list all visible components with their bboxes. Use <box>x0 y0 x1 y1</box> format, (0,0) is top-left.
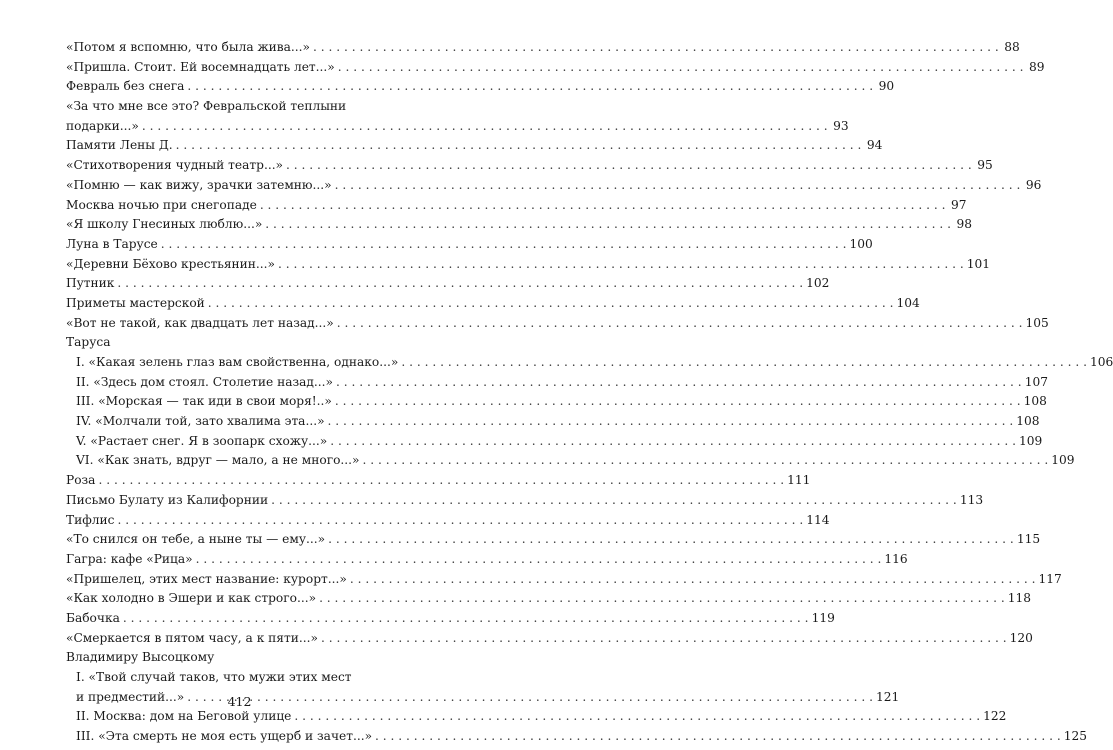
toc-entry <box>66 255 990 275</box>
toc-entry-title: III. «Морская — так иди в свои моря!..» <box>76 394 332 409</box>
dot-leader <box>208 294 894 314</box>
toc-entry-title: Роза <box>66 473 96 488</box>
toc-entry-page: 104 <box>896 295 920 310</box>
dot-leader <box>330 432 1016 452</box>
toc-entry-title: Луна в Тарусе <box>66 236 158 251</box>
toc-entry-title: VI. «Как знать, вдруг — мало, а не много...» <box>76 453 360 468</box>
toc-entry-page: 118 <box>1007 591 1032 606</box>
dot-leader <box>286 156 972 176</box>
toc-entry-page: 89 <box>1028 59 1045 74</box>
toc-entry <box>66 727 1088 747</box>
toc-entry <box>66 707 1007 727</box>
toc-entry-page: 98 <box>956 217 973 232</box>
toc-entry-title: «Потом я вспомню, что была жива...» <box>66 40 310 54</box>
toc-entry-title: Письмо Булату из Калифорнии <box>66 492 269 507</box>
toc-entry-page: 108 <box>1023 394 1047 409</box>
dot-leader <box>335 176 1021 196</box>
dot-leader <box>294 707 980 727</box>
toc-entry-page: 96 <box>1025 177 1042 192</box>
toc-entry-page: 102 <box>806 276 830 291</box>
dot-leader <box>350 570 1036 590</box>
toc-entry-page: 122 <box>983 709 1007 724</box>
toc-entry-page: 101 <box>966 256 990 271</box>
toc-entry-title: «Смеркается в пятом часу, а к пяти...» <box>66 630 318 645</box>
toc-entry-page: 109 <box>1051 453 1075 468</box>
dot-leader <box>328 530 1014 550</box>
toc-entry-page: 114 <box>806 512 830 527</box>
toc-entry-title: II. Москва: дом на Беговой улице <box>76 709 292 724</box>
dot-leader <box>117 511 803 531</box>
page-number: 412 <box>227 694 252 709</box>
toc-entry <box>66 412 1040 432</box>
toc-entry <box>66 471 811 491</box>
toc-entry-title: Владимиру Высоцкому <box>66 650 215 665</box>
toc-entry <box>66 648 426 668</box>
dot-leader <box>98 471 784 491</box>
dot-leader <box>328 412 1014 432</box>
toc-entry <box>66 530 1041 550</box>
toc-entry-title: Путник <box>66 276 115 291</box>
toc-entry <box>66 215 973 235</box>
toc-entry-page: 111 <box>787 473 811 488</box>
dot-leader <box>338 58 1024 78</box>
toc-entry <box>66 176 1042 196</box>
toc-entry-title: и предместий...» <box>76 689 185 704</box>
toc-entry-page: 97 <box>951 197 967 212</box>
toc-entry-page: 108 <box>1016 414 1040 429</box>
dot-leader <box>401 353 1087 373</box>
toc-entry <box>66 373 1048 393</box>
dot-leader <box>363 451 1049 471</box>
toc-entry-title: Тифлис <box>66 512 115 527</box>
toc-entry-page: 120 <box>1009 630 1033 645</box>
toc-entry-title: Таруса <box>66 335 111 350</box>
toc-entry-page: 107 <box>1024 374 1048 389</box>
dot-leader <box>375 727 1061 747</box>
toc-entry <box>66 333 426 353</box>
toc-entry-title: Бабочка <box>66 610 120 625</box>
toc-entry <box>66 589 1032 609</box>
toc-entry-page: 88 <box>1004 40 1020 54</box>
table-of-contents <box>66 38 1113 747</box>
dot-leader <box>260 196 946 216</box>
toc-entry-title: Москва ночью при снегопаде <box>66 197 257 212</box>
toc-entry-title: «Я школу Гнесиных люблю...» <box>66 217 263 232</box>
toc-entry-title: «За что мне все это? Февральской теплыни <box>66 99 347 114</box>
dot-leader <box>142 117 828 137</box>
toc-entry-page: 116 <box>884 551 908 566</box>
toc-entry-title: I. «Какая зелень глаз вам свойственна, однако...» <box>76 355 399 369</box>
dot-leader <box>265 215 951 235</box>
toc-entry <box>66 392 1047 412</box>
toc-entry <box>66 511 830 531</box>
toc-entry-title: «То снился он тебе, а ныне ты — ему...» <box>66 532 326 547</box>
toc-entry <box>66 274 830 294</box>
toc-entry <box>66 432 1043 452</box>
toc-entry <box>66 294 920 314</box>
toc-entry-title: «Стихотворения чудный театр...» <box>66 158 284 173</box>
toc-entry <box>66 570 1062 590</box>
dot-leader <box>196 550 882 570</box>
dot-leader <box>161 235 847 255</box>
toc-entry-page: 109 <box>1018 433 1043 448</box>
dot-leader <box>336 373 1022 393</box>
toc-entry <box>66 668 426 688</box>
toc-entry-title: «Пришелец, этих мест название: курорт...» <box>66 571 347 586</box>
toc-entry <box>66 491 984 511</box>
toc-entry-title: Памяти Лены Д. <box>66 138 173 153</box>
toc-entry-page: 119 <box>811 610 835 625</box>
toc-entry <box>66 629 1033 649</box>
toc-entry-title: Гагра: кафе «Рица» <box>66 551 193 566</box>
toc-entry-page: 125 <box>1063 729 1088 744</box>
toc-entry <box>66 451 1075 471</box>
toc-entry-page: 113 <box>959 492 984 507</box>
toc-entry <box>66 38 1020 58</box>
toc-entry-title: Февраль без снега <box>66 79 185 94</box>
toc-entry-page: 93 <box>833 118 849 133</box>
toc-entry-title: II. «Здесь дом стоял. Столетие назад...» <box>76 374 333 389</box>
dot-leader <box>187 77 873 97</box>
toc-entry-page: 95 <box>977 158 993 173</box>
toc-entry <box>66 353 1113 373</box>
toc-entry-title: III. «Эта смерть не моя есть ущерб и зачет...» <box>76 729 373 744</box>
toc-entry-title: «Как холодно в Эшери и как строго...» <box>66 591 317 606</box>
toc-entry-title: IV. «Молчали той, зато хвалима эта...» <box>76 414 325 429</box>
dot-leader <box>271 491 957 511</box>
dot-leader <box>319 589 1005 609</box>
toc-entry-title: подарки...» <box>66 118 139 133</box>
toc-entry-page: 90 <box>878 79 895 94</box>
toc-entry-title: «Деревни Бёхово крестьянин...» <box>66 256 275 271</box>
dot-leader <box>313 38 999 58</box>
toc-entry-page: 117 <box>1038 571 1062 586</box>
toc-entry-title: «Пришла. Стоит. Ей восемнадцать лет...» <box>66 59 335 74</box>
toc-entry-title: Приметы мастерской <box>66 295 205 310</box>
toc-entry <box>66 97 426 117</box>
toc-entry <box>66 156 993 176</box>
toc-entry <box>66 58 1045 78</box>
dot-leader <box>335 392 1021 412</box>
toc-entry-page: 121 <box>875 689 900 704</box>
toc-entry <box>66 117 849 137</box>
toc-entry-title: «Помню — как вижу, зрачки затемню...» <box>66 177 332 192</box>
toc-entry-title: «Вот не такой, как двадцать лет назад...» <box>66 315 334 330</box>
toc-entry <box>66 550 908 570</box>
toc-entry <box>66 609 835 629</box>
toc-entry <box>66 77 895 97</box>
dot-leader <box>176 136 862 156</box>
toc-entry-page: 105 <box>1025 315 1049 330</box>
dot-leader <box>321 629 1007 649</box>
dot-leader <box>123 609 809 629</box>
toc-entry-page: 94 <box>866 138 883 153</box>
dot-leader <box>337 314 1023 334</box>
dot-leader <box>278 255 964 275</box>
toc-entry <box>66 314 1049 334</box>
toc-entry-page: 106 <box>1090 355 1113 369</box>
dot-leader <box>117 274 803 294</box>
toc-entry-title: I. «Твой случай таков, что мужи этих мест <box>76 670 352 684</box>
toc-entry-title: V. «Растает снег. Я в зоопарк схожу...» <box>76 433 328 448</box>
toc-entry-page: 115 <box>1016 532 1041 547</box>
toc-entry <box>66 136 883 156</box>
toc-entry <box>66 235 873 255</box>
toc-entry-page: 100 <box>849 236 873 251</box>
toc-entry <box>66 196 967 216</box>
